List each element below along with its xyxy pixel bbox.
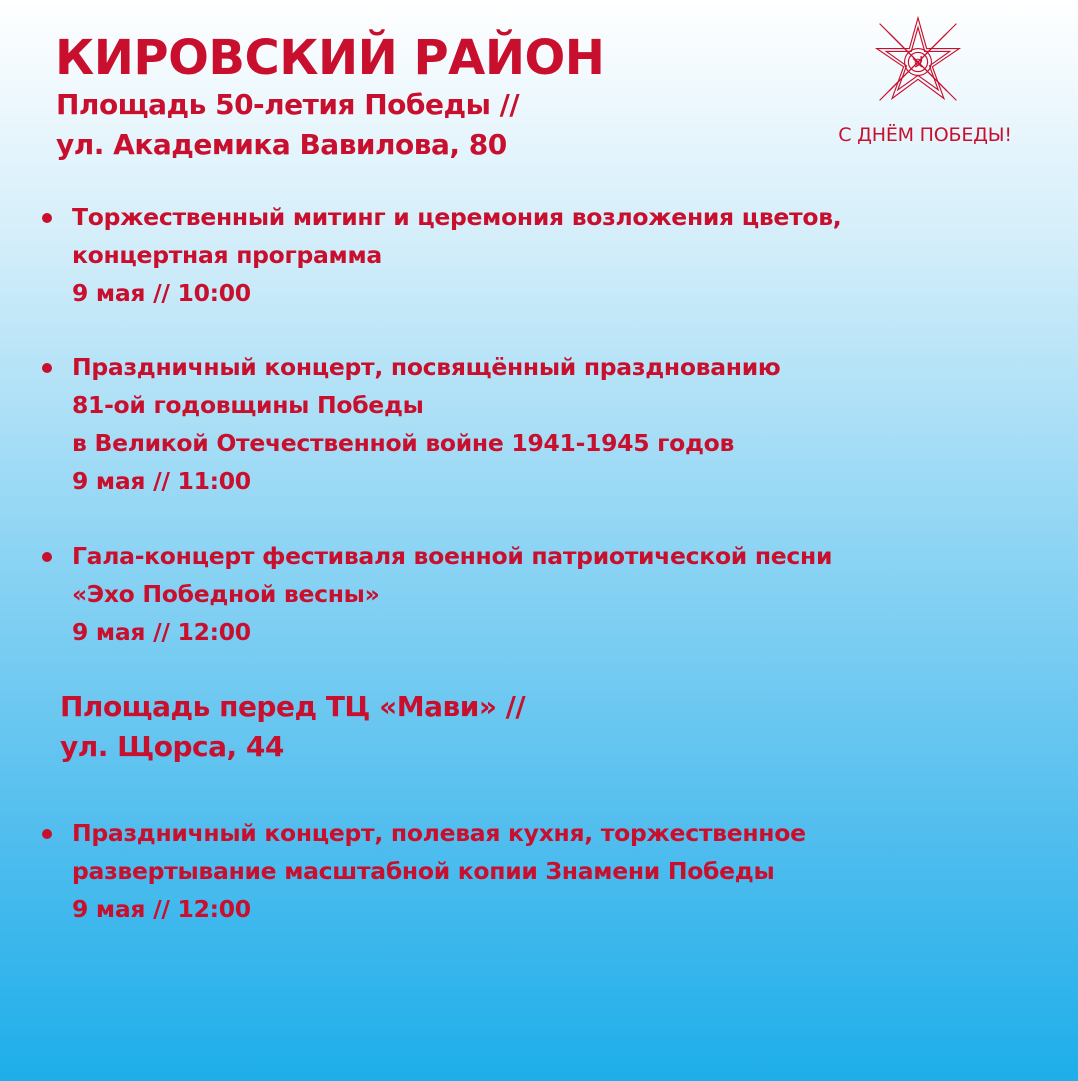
event-description: «Эхо Победной весны» bbox=[72, 580, 380, 608]
list-item bbox=[42, 537, 1052, 651]
event-description: концертная программа bbox=[72, 241, 382, 269]
venue-address-line: ул. Академика Вавилова, 80 bbox=[56, 128, 507, 161]
event-date-time: 9 мая // 11:00 bbox=[72, 467, 251, 495]
event-description: развертывание масштабной копии Знамени Победы bbox=[72, 857, 775, 885]
bullet-icon bbox=[42, 552, 52, 562]
event-description: Торжественный митинг и церемония возложения цветов, bbox=[72, 203, 842, 231]
victory-day-greeting: С ДНЁМ ПОБЕДЫ! bbox=[838, 124, 1012, 146]
list-item bbox=[42, 348, 1052, 500]
event-description: 81-ой годовщины Победы bbox=[72, 391, 424, 419]
victory-day-badge bbox=[800, 14, 1050, 164]
bullet-icon bbox=[42, 829, 52, 839]
event-description: Гала-концерт фестиваля военной патриотической песни bbox=[72, 542, 833, 570]
event-date-time: 9 мая // 12:00 bbox=[72, 895, 251, 923]
event-date-time: 9 мая // 10:00 bbox=[72, 279, 251, 307]
venue-name-line: Площадь перед ТЦ «Мави» // bbox=[60, 690, 526, 723]
event-description: Праздничный концерт, посвящённый празднованию bbox=[72, 353, 781, 381]
event-description: в Великой Отечественной войне 1941-1945 годов bbox=[72, 429, 735, 457]
venue-name-line: Площадь 50-летия Победы // bbox=[56, 88, 520, 121]
venue-address-line: ул. Щорса, 44 bbox=[60, 730, 284, 763]
order-of-patriotic-war-star-icon bbox=[870, 14, 966, 110]
bullet-icon bbox=[42, 213, 52, 223]
event-description: Праздничный концерт, полевая кухня, торжественное bbox=[72, 819, 806, 847]
event-date-time: 9 мая // 12:00 bbox=[72, 618, 251, 646]
page-title: КИРОВСКИЙ РАЙОН bbox=[55, 30, 605, 86]
list-item bbox=[42, 198, 1052, 312]
bullet-icon bbox=[42, 363, 52, 373]
venue-heading bbox=[60, 687, 525, 767]
venue-heading bbox=[56, 85, 519, 165]
list-item bbox=[42, 814, 1052, 928]
